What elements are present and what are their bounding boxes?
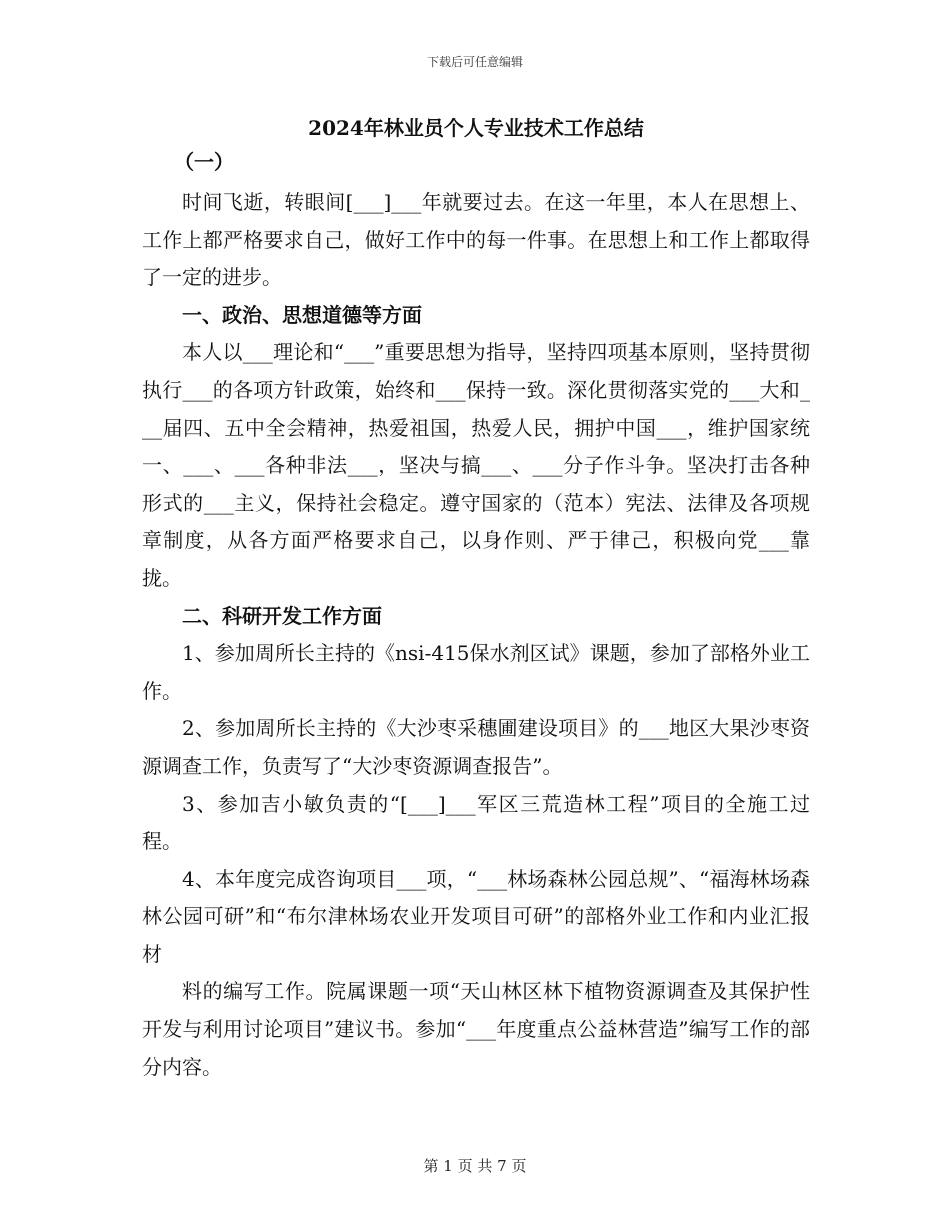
document-body	[142, 112, 810, 1086]
item-2-paragraph: 2、参加周所长主持的《大沙枣采穗圃建设项目》的___地区大果沙枣资源调查工作，负责写了“大沙枣资源调查报告”。	[142, 716, 810, 778]
item-4-continuation: 料的编写工作。院属课题一项“天山林区林下植物资源调查及其保护性开发与利用讨论项目”建议书。参加“___年度重点公益林营造”编写工作的部分内容。	[142, 979, 810, 1079]
item-1-paragraph: 1、参加周所长主持的《nsi-415保水剂区试》课题，参加了部格外业工作。	[142, 641, 810, 703]
section-1-paragraph: 本人以___理论和“___”重要思想为指导，坚持四项基本原则，坚持贯彻执行___的各项方针政策，始终和___保持一致。深化贯彻落实党的___大和___届四、五中全会精神，热爱祖国，热爱人民，拥护中国___，维护国家统一、___、___各种非法___，坚决与搞___、___分子作斗争。坚决打击各种形式的___主义，保持社会稳定。遵守国家的（范本）宪法、法律及各项规章制度，从各方面严格要求自己，以身作则、严于律己，积极向党___靠拢。	[142, 340, 810, 590]
page-number: 第 1 页 共 7 页	[423, 1157, 527, 1175]
item-4-paragraph: 4、本年度完成咨询项目___项，“___林场森林公园总规”、“福海林场森林公园可研”和“布尔津林场农业开发项目可研”的部格外业工作和内业汇报材	[142, 866, 810, 966]
intro-paragraph: 时间飞逝，转眼间[___]___年就要过去。在这一年里，本人在思想上、工作上都严格要求自己，做好工作中的每一件事。在思想上和工作上都取得了一定的进步。	[142, 190, 810, 290]
header-note: 下载后可任意编辑	[426, 55, 523, 69]
part-label: （一）	[174, 150, 234, 174]
document-title: 2024年林业员个人专业技术工作总结	[308, 116, 644, 140]
section-1-heading: 一、政治、思想道德等方面	[182, 302, 422, 327]
section-2-heading: 二、科研开发工作方面	[182, 603, 382, 628]
item-3-paragraph: 3、参加吉小敏负责的“[___]___军区三荒造林工程”项目的全施工过程。	[142, 791, 810, 854]
